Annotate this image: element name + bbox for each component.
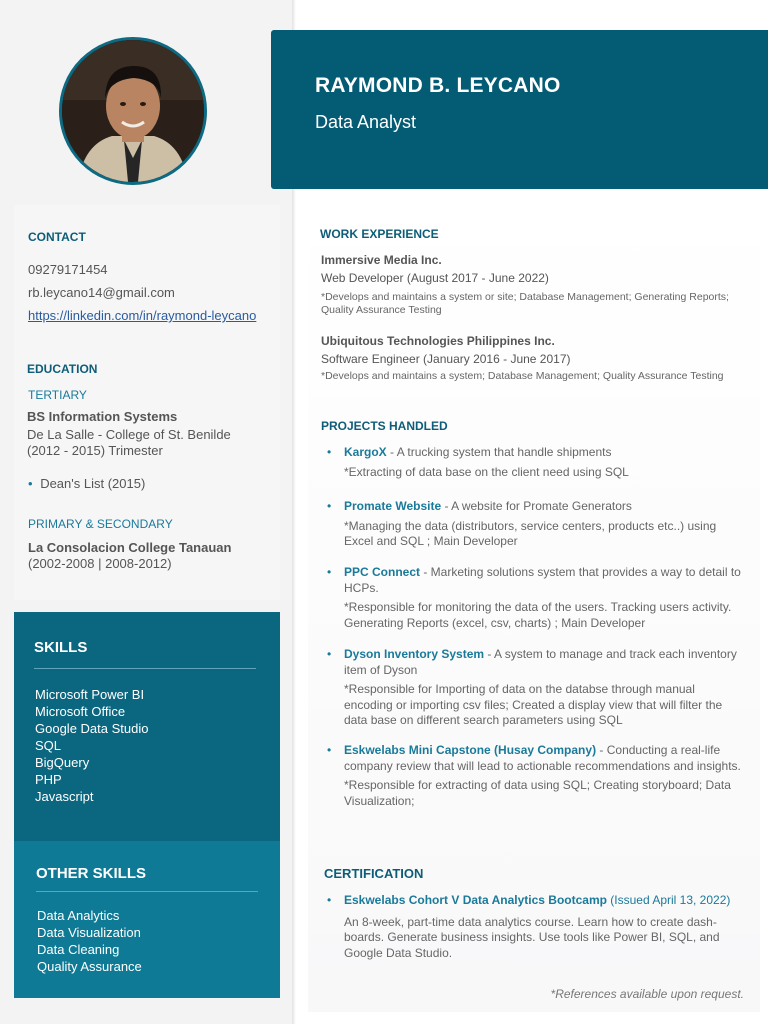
project-name: Promate Website [344,499,442,513]
education-heading: EDUCATION [27,362,98,376]
bullet-icon: • [327,893,332,907]
contact-heading: CONTACT [28,230,86,244]
bullet-icon: • [327,647,332,661]
references-note: *References available upon request. [550,987,744,1001]
skill-item: BigQuery [35,755,90,770]
work-heading: WORK EXPERIENCE [320,227,439,241]
bullet-icon: • [327,743,332,757]
profile-photo [62,40,204,182]
school-name: De La Salle - College of St. Benilde [27,427,231,442]
degree: BS Information Systems [27,409,178,424]
skills-panel [14,612,280,841]
skill-item: Google Data Studio [35,721,149,736]
project-item [327,499,744,550]
project-name: Eskwelabs Mini Capstone (Husay Company) [344,743,597,757]
linkedin-link[interactable]: https://linkedin.com/in/raymond-leycano [28,308,257,323]
other-skills-divider [36,891,258,892]
other-skills-heading: OTHER SKILLS [36,865,147,882]
secondary-label: PRIMARY & SECONDARY [28,517,173,531]
skill-item: Javascript [35,789,94,804]
project-summary: - Marketing solutions system that provides a way to detail to HCPs. [344,565,741,595]
certification-heading: CERTIFICATION [324,866,424,881]
bullet-icon: • [327,565,332,579]
certification-item [327,893,744,961]
skills-divider [34,668,256,669]
contact-phone: 09279171454 [28,262,108,277]
skill-item: SQL [35,738,62,753]
project-summary: - A trucking system that handle shipments [386,445,612,459]
contact-email[interactable]: rb.leycano14@gmail.com [28,285,175,300]
job-title: Data Analyst [315,112,417,132]
bullet-icon: • [327,499,332,513]
other-skill-item: Data Visualization [37,925,141,940]
project-item [327,743,744,809]
job-description: *Develops and maintains a system or site; Database Management; Generating Reports; Quality Assurance Testing [321,291,729,316]
other-skills-panel [14,841,280,998]
school-years: (2012 - 2015) Trimester [27,443,163,458]
job-role: Software Engineer (January 2016 - June 2017) [321,352,571,366]
bullet-icon: • [327,445,332,459]
project-summary: - A website for Promate Generators [441,499,632,513]
project-detail: *Extracting of data base on the client need using SQL [344,464,629,479]
person-name: RAYMOND B. LEYCANO [315,74,561,97]
certification-description: An 8-week, part-time data analytics course. Learn how to create dash-boards. Generate business insights. Use tools like Power BI, SQL, and Google Data Studio. [344,914,720,960]
certification-issued: (Issued April 13, 2022) [606,893,731,907]
other-skill-item: Data Cleaning [37,942,120,957]
job-company: Ubiquitous Technologies Philippines Inc. [321,334,555,348]
other-skills-list [37,907,142,975]
skill-item: Microsoft Power BI [35,687,145,702]
header-banner [271,30,768,189]
project-item [327,647,744,729]
other-skill-item: Data Analytics [37,908,120,923]
skills-list [35,686,148,805]
project-item [327,445,744,480]
skills-heading: SKILLS [34,639,88,656]
skill-item: Microsoft Office [35,704,126,719]
projects-heading: PROJECTS HANDLED [321,419,448,433]
other-skill-item: Quality Assurance [37,959,142,974]
job-company: Immersive Media Inc. [321,253,442,267]
certification-name: Eskwelabs Cohort V Data Analytics Bootcamp [344,893,607,907]
project-detail: *Responsible for monitoring the data of the users. Tracking users activity. Generating Reports (excel, csv, charts) ; Main Developer [344,600,732,630]
honor-item [28,476,145,491]
project-name: KargoX [344,445,387,459]
project-detail: *Responsible for Importing of data on the databse through manual encoding or importing csv files; Created a display view that will filter the data base on different search parameters using SQL [344,682,723,727]
bullet-icon: • [28,476,33,491]
project-name: PPC Connect [344,565,421,579]
skill-item: PHP [35,772,62,787]
avatar [59,37,207,185]
secondary-years: (2002-2008 | 2008-2012) [28,556,172,571]
project-name: Dyson Inventory System [344,647,485,661]
project-detail: *Responsible for extracting of data using SQL; Creating storyboard; Data Visualization; [344,778,731,808]
project-item [327,565,744,631]
job-description: *Develops and maintains a system; Database Management; Quality Assurance Testing [321,370,724,382]
secondary-school: La Consolacion College Tanauan [28,540,232,555]
job-role: Web Developer (August 2017 - June 2022) [321,271,549,285]
project-detail: *Managing the data (distributors, service centers, products etc..) using Excel and SQL ; Main Developer [344,518,717,548]
tertiary-label: TERTIARY [28,388,87,402]
project-summary: - A system to manage and track each inventory item of Dyson [344,647,737,677]
honor-text: Dean's List (2015) [40,476,146,491]
project-summary: - Conducting a real-life company review that will lead to actionable recommendations and insights. [344,743,741,773]
